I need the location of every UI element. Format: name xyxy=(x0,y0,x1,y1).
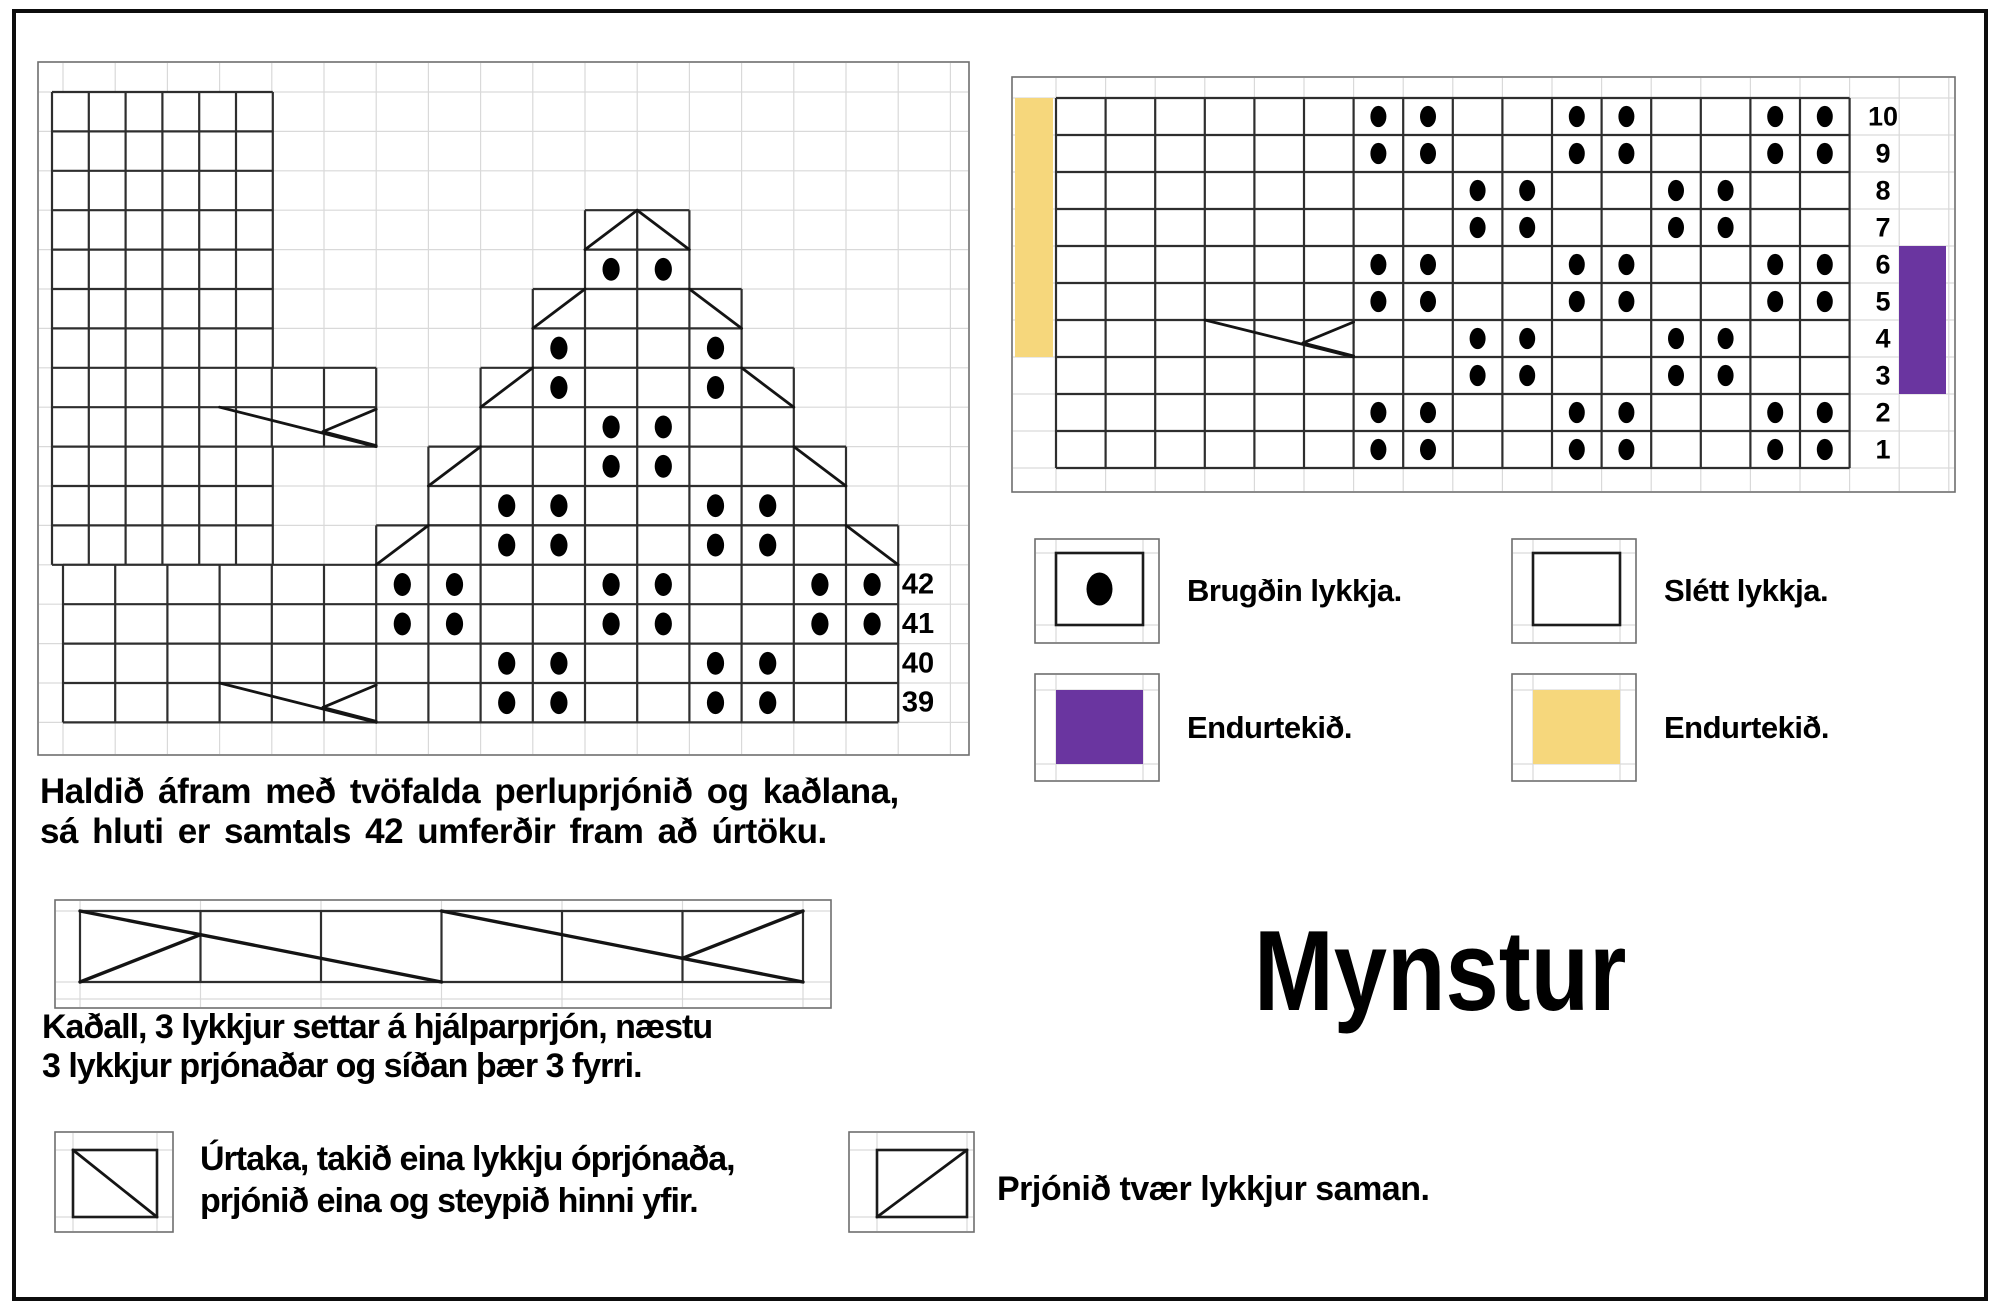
svg-text:7: 7 xyxy=(1875,212,1891,243)
legend-item-repeat-purple xyxy=(1034,673,1352,782)
svg-text:8: 8 xyxy=(1875,175,1891,206)
legend-item-purl xyxy=(1034,538,1402,644)
purl-swatch-icon xyxy=(1034,538,1160,644)
decrease-note-line2: prjónið eina og steypið hinni yfir. xyxy=(200,1182,698,1220)
cable-note xyxy=(42,1008,712,1086)
knit-swatch-icon xyxy=(1511,538,1637,644)
decrease-symbol-icon xyxy=(54,1131,174,1233)
cable-strip-chart xyxy=(54,899,832,1009)
legend-label: Slétt lykkja. xyxy=(1664,573,1829,608)
legend-label: Brugðin lykkja. xyxy=(1187,573,1402,608)
purple-repeat-swatch-icon xyxy=(1034,673,1160,782)
cable-note-line2: 3 lykkjur prjónaðar og síðan þær 3 fyrri. xyxy=(42,1047,642,1085)
svg-text:6: 6 xyxy=(1875,249,1891,280)
legend-item-knit xyxy=(1511,538,1828,644)
svg-text:42: 42 xyxy=(901,568,935,601)
left-knitting-chart xyxy=(37,61,970,756)
svg-text:9: 9 xyxy=(1875,138,1891,169)
svg-text:5: 5 xyxy=(1875,286,1891,317)
continue-note-line1: Haldið áfram með tvöfalda perluprjónið og kaðlana, xyxy=(40,772,899,811)
svg-text:41: 41 xyxy=(901,607,935,640)
svg-text:10: 10 xyxy=(1867,101,1899,132)
cable-note-line1: Kaðall, 3 lykkjur settar á hjálparprjón, næstu xyxy=(42,1008,713,1046)
svg-text:3: 3 xyxy=(1875,360,1891,391)
decrease-note xyxy=(200,1138,735,1222)
yellow-repeat-swatch-icon xyxy=(1511,673,1637,782)
right-knitting-chart xyxy=(1011,76,1956,493)
svg-text:4: 4 xyxy=(1875,323,1891,354)
k2tog-note: Prjónið tvær lykkjur saman. xyxy=(997,1170,1430,1208)
k2tog-symbol-icon xyxy=(848,1131,975,1233)
svg-text:2: 2 xyxy=(1875,397,1891,428)
legend-label: Endurtekið. xyxy=(1664,709,1830,745)
legend-label: Endurtekið. xyxy=(1187,709,1353,745)
page-title: Mynstur xyxy=(1254,908,1627,1035)
svg-text:40: 40 xyxy=(901,647,935,680)
legend-item-repeat-yellow xyxy=(1511,673,1829,782)
continue-note xyxy=(40,772,899,852)
svg-text:39: 39 xyxy=(901,686,935,719)
continue-note-line2: sá hluti er samtals 42 umferðir fram að úrtöku. xyxy=(40,812,827,851)
decrease-note-line1: Úrtaka, takið eina lykkju óprjónaða, xyxy=(200,1140,735,1178)
svg-text:1: 1 xyxy=(1875,434,1891,465)
